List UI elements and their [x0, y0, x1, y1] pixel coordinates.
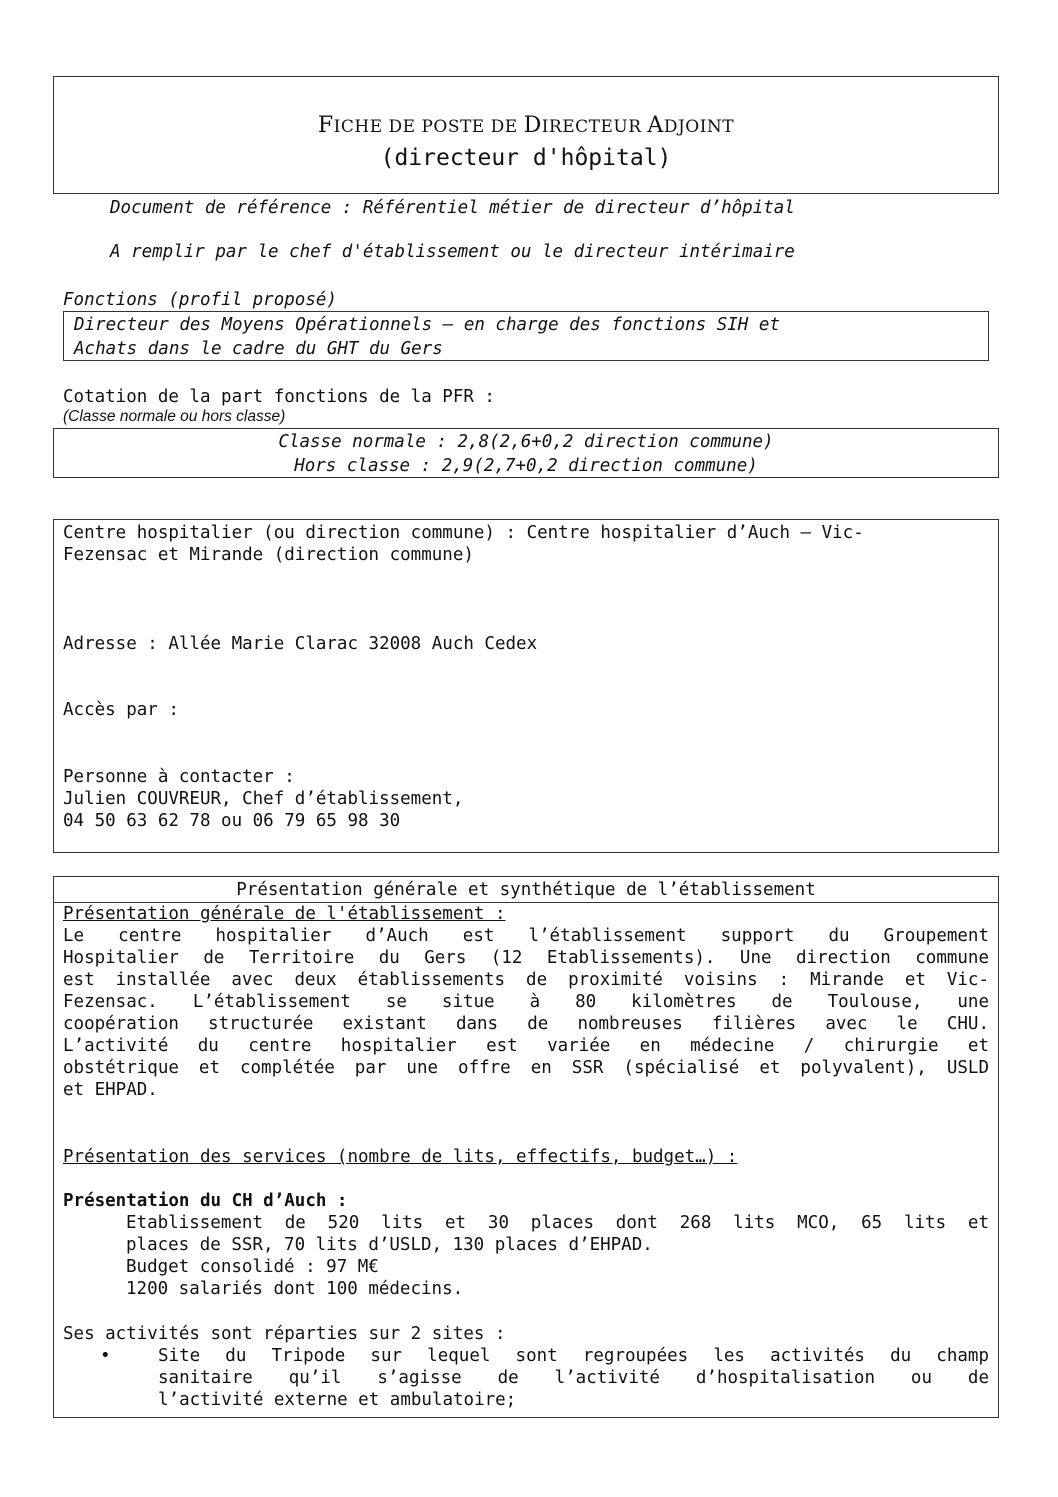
fonctions-line-1: Directeur des Moyens Opérationnels – en charge des fonctions SIH et: [74, 315, 780, 335]
site-line: Site du Tripode sur lequel sont regroupées les activités du champ: [158, 1346, 989, 1366]
reference-line: Document de référence : Référentiel métier de directeur d’hôpital: [110, 198, 795, 218]
cotation-box: [53, 428, 999, 478]
centre-box: [53, 519, 999, 853]
presentation-paragraph: [63, 925, 989, 1101]
paragraph-line: L’activité du centre hospitalier est variée en médecine / chirurgie et: [63, 1036, 989, 1056]
section-presentation-services: Présentation des services (nombre de lits, effectifs, budget…) :: [63, 1147, 738, 1167]
cotation-line-1: Classe normale : 2,8(2,6+0,2 direction commune): [278, 432, 774, 452]
ch-auch-details: [126, 1212, 989, 1300]
centre-line-2: Fezensac et Mirande (direction commune): [63, 545, 474, 565]
paragraph-line: est installée avec deux établissements de proximité voisins : Mirande et Vic-: [63, 970, 989, 990]
bullet-icon: •: [100, 1346, 111, 1366]
paragraph-line: obstétrique et complétée par une offre en SSR (spécialisé et polyvalent), USLD: [63, 1058, 989, 1078]
instruction-line: A remplir par le chef d'établissement ou le directeur intérimaire: [110, 242, 795, 262]
presentation-heading: Présentation générale et synthétique de l’établissement: [236, 880, 816, 900]
title-box: [53, 76, 999, 194]
ch-detail-line: 1200 salariés dont 100 médecins.: [126, 1279, 464, 1299]
ch-detail-line: places de SSR, 70 lits d’USLD, 130 places d’EHPAD.: [126, 1235, 653, 1255]
centre-line-1: Centre hospitalier (ou direction commune) : Centre hospitalier d’Auch – Vic-: [63, 523, 864, 543]
site-line: l’activité externe et ambulatoire;: [158, 1390, 517, 1410]
fonctions-label: Fonctions (profil proposé): [63, 290, 337, 310]
paragraph-line: Le centre hospitalier d’Auch est l’établissement support du Groupement: [63, 926, 989, 946]
paragraph-line: Hospitalier de Territoire du Gers (12 Etablissements). Une direction commune: [63, 948, 989, 968]
ch-detail-line: Etablissement de 520 lits et 30 places dont 268 lits MCO, 65 lits et: [126, 1213, 989, 1233]
fonctions-line-2: Achats dans le cadre du GHT du Gers: [74, 339, 443, 359]
section-presentation-generale: Présentation générale de l'établissement :: [63, 904, 506, 924]
page-subtitle: (directeur d'hôpital): [380, 145, 672, 171]
sites-label: Ses activités sont réparties sur 2 sites :: [63, 1324, 506, 1344]
cotation-sublabel: (Classe normale ou hors classe): [63, 408, 286, 425]
contact-label: Personne à contacter :: [63, 767, 295, 787]
acces-line: Accès par :: [63, 700, 179, 720]
adresse-line: Adresse : Allée Marie Clarac 32008 Auch Cedex: [63, 634, 538, 654]
cotation-label: Cotation de la part fonctions de la PFR :: [63, 387, 495, 407]
site-line: sanitaire qu’il s’agisse de l’activité d’hospitalisation ou de: [158, 1368, 989, 1388]
page-title: FICHE DE POSTE DE DIRECTEUR ADJOINT: [317, 113, 735, 138]
ch-auch-title: Présentation du CH d’Auch :: [63, 1191, 348, 1211]
contact-name: Julien COUVREUR, Chef d’établissement,: [63, 789, 464, 809]
paragraph-line: coopération structurée existant dans de nombreuses filières avec le CHU.: [63, 1014, 989, 1034]
contact-phone: 04 50 63 62 78 ou 06 79 65 98 30: [63, 811, 401, 831]
site-tripode-item: [158, 1345, 989, 1411]
paragraph-line: et EHPAD.: [63, 1080, 158, 1100]
cotation-line-2: Hors classe : 2,9(2,7+0,2 direction commune): [294, 456, 758, 476]
ch-detail-line: Budget consolidé : 97 M€: [126, 1257, 379, 1277]
presentation-box: [53, 876, 999, 1418]
paragraph-line: Fezensac. L’établissement se situe à 80 kilomètres de Toulouse, une: [63, 992, 989, 1012]
fonctions-box: [63, 311, 989, 361]
